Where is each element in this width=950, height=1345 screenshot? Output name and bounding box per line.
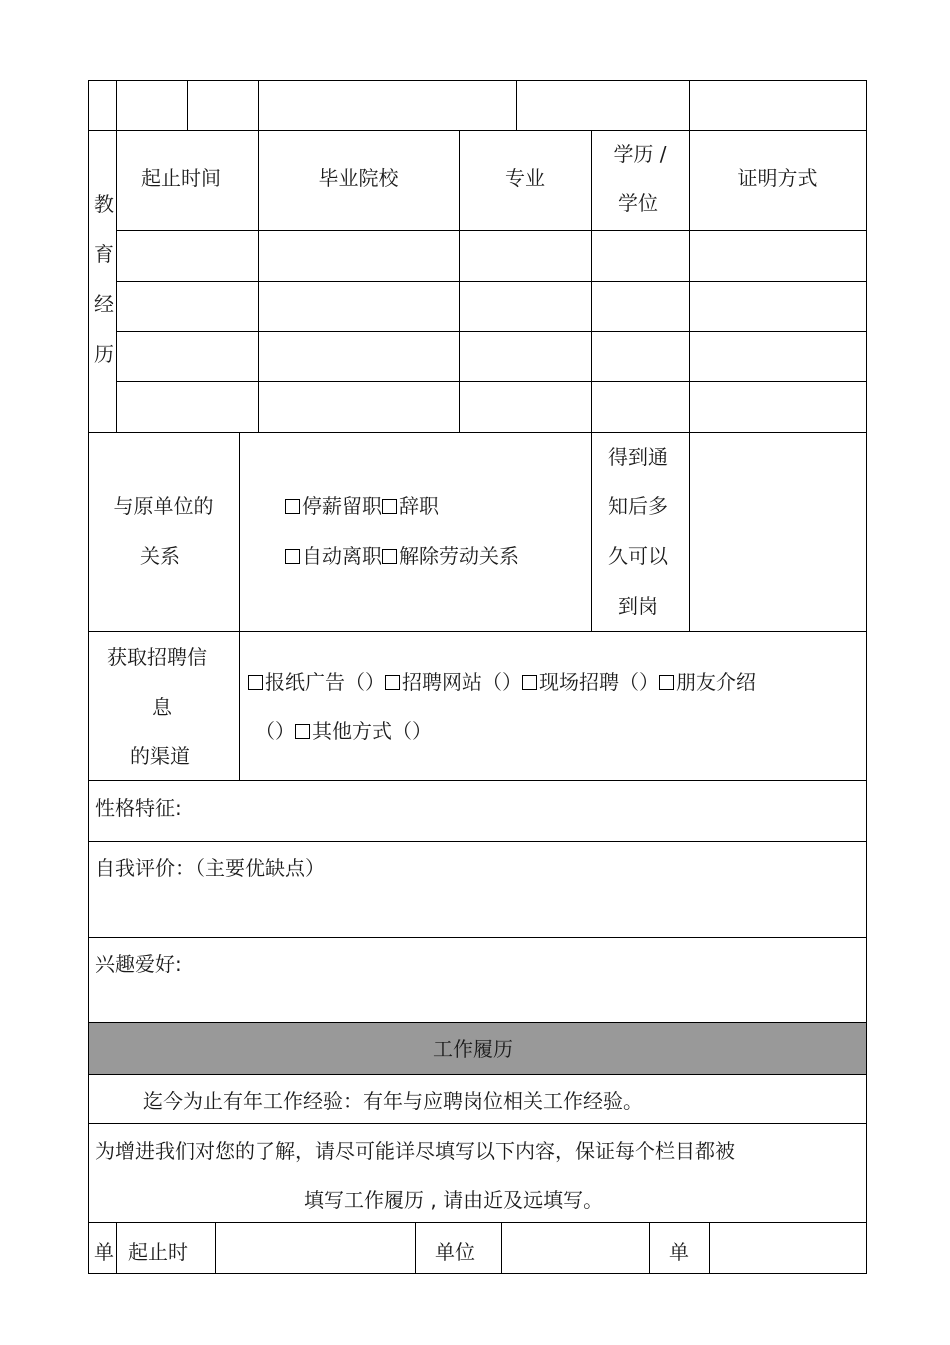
- rule: [88, 1273, 867, 1274]
- rule: [88, 1022, 867, 1023]
- relation-label: 与原单位的: [113, 494, 214, 518]
- self-eval-label: 自我评价：（主要优缺点）: [95, 856, 325, 880]
- header-period: 起止时间: [141, 166, 221, 190]
- option-label: （）: [255, 719, 295, 743]
- rule: [649, 1222, 650, 1274]
- relation-options-line1: [285, 494, 439, 518]
- rule: [516, 80, 517, 131]
- channel-options-line2: [255, 719, 432, 743]
- work-row-period: 起止时: [128, 1240, 188, 1264]
- work-experience-line: 迄今为止有年工作经验：有年与应聘岗位相关工作经验。: [143, 1089, 643, 1113]
- notice-label: 知后多: [608, 494, 668, 518]
- channel-label: 的渠道: [130, 744, 190, 768]
- rule: [116, 331, 867, 332]
- rule: [116, 381, 867, 382]
- work-row-company: 单位: [435, 1240, 475, 1264]
- rule: [88, 80, 867, 81]
- education-label-char: 育: [94, 242, 114, 266]
- checkbox-icon[interactable]: [285, 549, 300, 564]
- rule: [88, 80, 89, 1274]
- rule: [415, 1222, 416, 1274]
- rule: [501, 1222, 502, 1274]
- header-degree: 学历 /: [613, 142, 667, 166]
- rule: [258, 80, 259, 432]
- notice-label: 久可以: [608, 544, 668, 568]
- channel-label: 获取招聘信: [107, 645, 207, 669]
- rule: [116, 1222, 117, 1274]
- rule: [88, 937, 867, 938]
- option-label: 停薪留职: [302, 494, 382, 518]
- notice-label: 得到通: [608, 445, 668, 469]
- rule: [215, 1222, 216, 1274]
- rule: [116, 230, 867, 231]
- work-instruction-line: 填写工作履历 , 请由近及远填写。: [304, 1188, 604, 1212]
- work-row-unit-char: 单: [94, 1240, 114, 1264]
- rule: [88, 631, 867, 632]
- option-label: 招聘网站（）: [402, 670, 522, 694]
- work-row-unit-char2: 单: [669, 1240, 689, 1264]
- education-label-char: 经: [94, 292, 114, 316]
- checkbox-icon[interactable]: [382, 499, 397, 514]
- rule: [239, 432, 240, 781]
- education-label-char: 历: [94, 342, 114, 366]
- rule: [88, 1074, 867, 1075]
- rule: [88, 1123, 867, 1124]
- channel-label: 息: [152, 695, 172, 719]
- option-label: 报纸广告（）: [265, 670, 385, 694]
- checkbox-icon[interactable]: [385, 675, 400, 690]
- rule: [88, 130, 867, 131]
- relation-label: 关系: [140, 544, 180, 568]
- option-label: 现场招聘（）: [539, 670, 659, 694]
- header-proof: 证明方式: [737, 166, 818, 190]
- option-label: 其他方式（）: [312, 719, 432, 743]
- rule: [709, 1222, 710, 1274]
- rule: [88, 432, 867, 433]
- option-label: 自动离职: [302, 544, 382, 568]
- checkbox-icon[interactable]: [522, 675, 537, 690]
- checkbox-icon[interactable]: [659, 675, 674, 690]
- rule: [116, 80, 117, 432]
- education-label-char: 教: [94, 192, 114, 216]
- rule: [187, 80, 188, 131]
- checkbox-icon[interactable]: [382, 549, 397, 564]
- work-history-title: 工作履历: [433, 1037, 513, 1061]
- hobbies-label: 兴趣爱好:: [95, 952, 182, 976]
- personality-label: 性格特征:: [95, 796, 182, 820]
- checkbox-icon[interactable]: [248, 675, 263, 690]
- channel-options-line1: [248, 670, 756, 694]
- rule: [88, 780, 867, 781]
- rule: [689, 80, 690, 632]
- rule: [866, 80, 867, 1274]
- header-school: 毕业院校: [318, 166, 399, 190]
- header-degree: 学位: [618, 191, 658, 215]
- option-label: 朋友介绍: [676, 670, 756, 694]
- option-label: 辞职: [399, 494, 439, 518]
- relation-options-line2: [285, 544, 519, 568]
- work-instruction-line: 为增进我们对您的了解，请尽可能详尽填写以下内容，保证每个栏目都被: [95, 1139, 735, 1163]
- rule: [88, 841, 867, 842]
- option-label: 解除劳动关系: [399, 544, 519, 568]
- checkbox-icon[interactable]: [295, 724, 310, 739]
- header-major: 专业: [505, 166, 545, 190]
- notice-label: 到岗: [618, 594, 658, 618]
- rule: [88, 1222, 867, 1223]
- checkbox-icon[interactable]: [285, 499, 300, 514]
- rule: [116, 281, 867, 282]
